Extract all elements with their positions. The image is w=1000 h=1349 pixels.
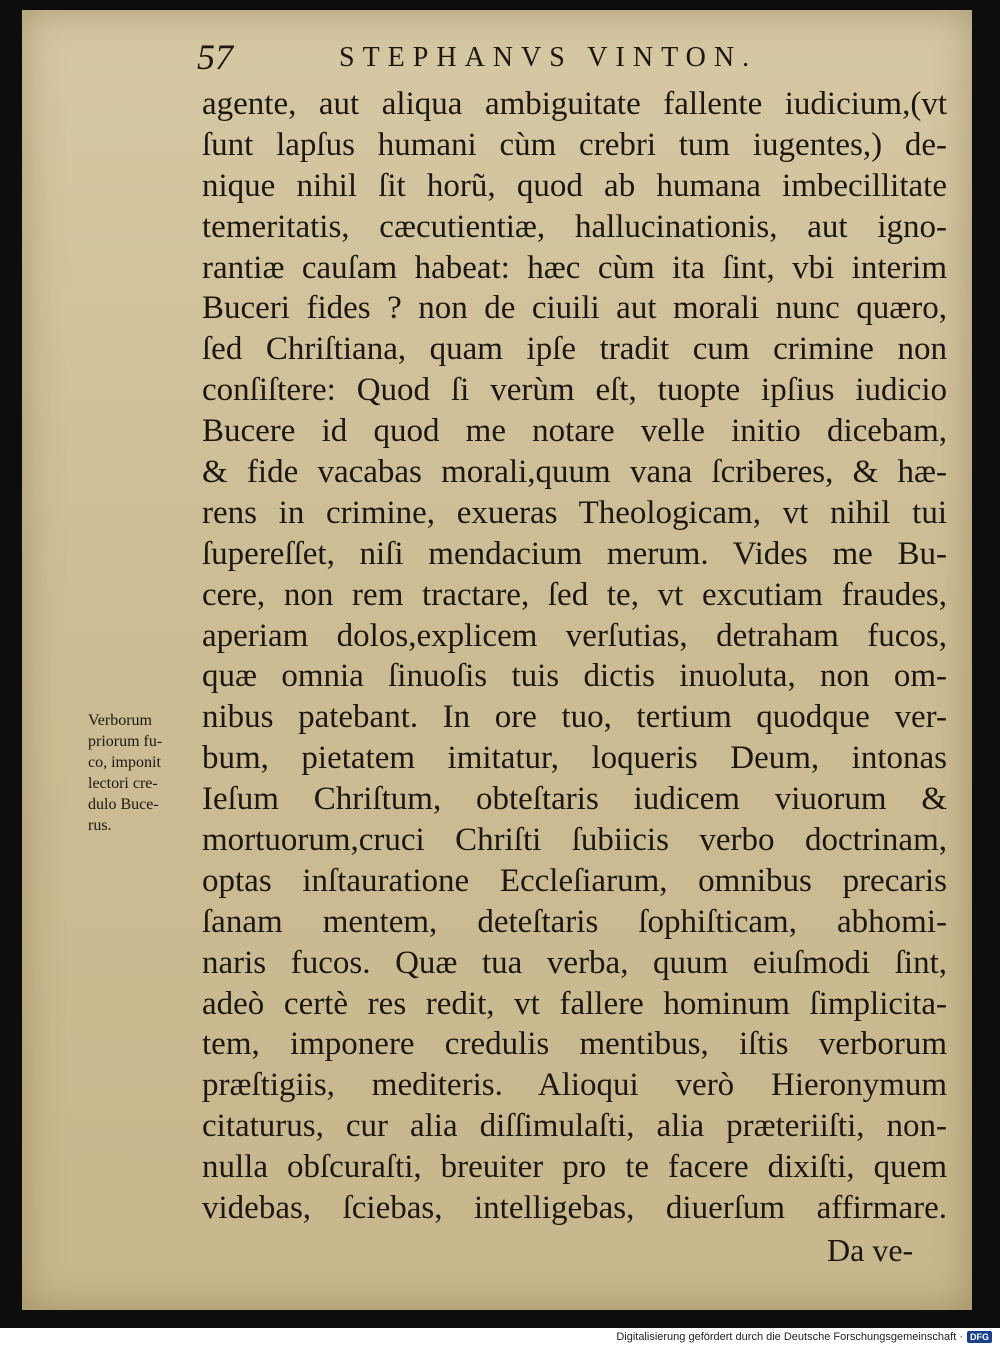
text-line: quæ omnia ſinuoſis tuis dictis inuoluta, non om- xyxy=(202,658,947,695)
text-line: tem, imponere credulis mentibus, iſtis verborum xyxy=(202,1026,947,1063)
text-line: mortuorum,cruci Chriſti ſubiicis verbo doctrinam, xyxy=(202,822,947,859)
text-line: conſiſtere: Quod ſi verùm eſt, tuopte ipſius iudicio xyxy=(202,372,947,409)
text-line: rantiæ cauſam habeat: hæc cùm ita ſint, vbi interim xyxy=(202,249,947,286)
text-line: præſtigiis, mediteris. Alioqui verò Hieronymum xyxy=(202,1067,947,1104)
book-page xyxy=(22,10,972,1310)
running-title: STEPHANVS VINTON. xyxy=(339,42,758,73)
dfg-logo: DFG xyxy=(967,1331,992,1343)
text-line: ſed Chriſtiana, quam ipſe tradit cum crimine non xyxy=(202,331,947,368)
marginal-note-line: priorum fu- xyxy=(88,733,163,750)
text-line: Ieſum Chriſtum, obteſtaris iudicem viuorum & xyxy=(202,781,947,818)
text-line: rens in crimine, exueras Theologicam, vt nihil tui xyxy=(202,494,947,531)
text-line: videbas, ſciebas, intelligebas, diuerſum affirmare. xyxy=(202,1190,947,1227)
text-line: Bucere id quod me notare velle initio dicebam, xyxy=(202,413,947,450)
text-line: bum, pietatem imitatur, loqueris Deum, intonas xyxy=(202,740,947,777)
text-line: temeritatis, cæcutientiæ, hallucinationis, aut igno- xyxy=(202,208,947,245)
marginal-note-line: dulo Buce- xyxy=(88,796,159,813)
marginal-note-line: rus. xyxy=(88,817,112,834)
text-line: naris fucos. Quæ tua verba, quum eiuſmodi ſint, xyxy=(202,944,947,981)
text-line: nique nihil ſit horũ, quod ab humana imbecillitate xyxy=(202,167,947,204)
text-line: citaturus, cur alia diſſimulaſti, alia præteriiſti, non- xyxy=(202,1108,947,1145)
digitization-footer xyxy=(616,1331,992,1343)
text-line: & fide vacabas morali,quum vana ſcriberes, & hæ- xyxy=(202,454,947,491)
main-text-block xyxy=(202,84,947,1229)
marginal-note-line: co, imponit xyxy=(88,754,161,771)
text-line: agente, aut aliqua ambiguitate fallente iudicium,(vt xyxy=(202,86,947,122)
page-header xyxy=(197,32,957,82)
funding-credit: Digitalisierung gefördert durch die Deutsche Forschungsgemeinschaft · xyxy=(616,1331,963,1343)
text-line: ſanam mentem, deteſtaris ſophiſticam, abhomi- xyxy=(202,903,947,940)
text-line: nulla obſcuraſti, breuiter pro te facere dixiſti, quem xyxy=(202,1149,947,1186)
text-line: optas inſtauratione Eccleſiarum, omnibus precaris xyxy=(202,862,947,899)
marginal-note xyxy=(88,710,198,836)
text-line: nibus patebant. In ore tuo, tertium quodque ver- xyxy=(202,699,947,736)
text-line: Buceri fides ? non de ciuili aut morali nunc quæro, xyxy=(202,290,947,327)
text-line: aperiam dolos,explicem verſutias, detraham fucos, xyxy=(202,617,947,654)
text-line: ſupereſſet, niſi mendacium merum. Vides me Bu- xyxy=(202,535,947,572)
catchword: Da ve- xyxy=(827,1232,914,1268)
marginal-note-line: Verborum xyxy=(88,712,152,729)
text-line: cere, non rem tractare, ſed te, vt excutiam fraudes, xyxy=(202,576,947,613)
text-line: adeò certè res redit, vt fallere hominum ſimplicita- xyxy=(202,985,947,1022)
text-line: ſunt lapſus humani cùm crebri tum iugentes,) de- xyxy=(202,126,947,163)
page-number: 57 xyxy=(197,37,233,77)
marginal-note-line: lectori cre- xyxy=(88,775,158,792)
